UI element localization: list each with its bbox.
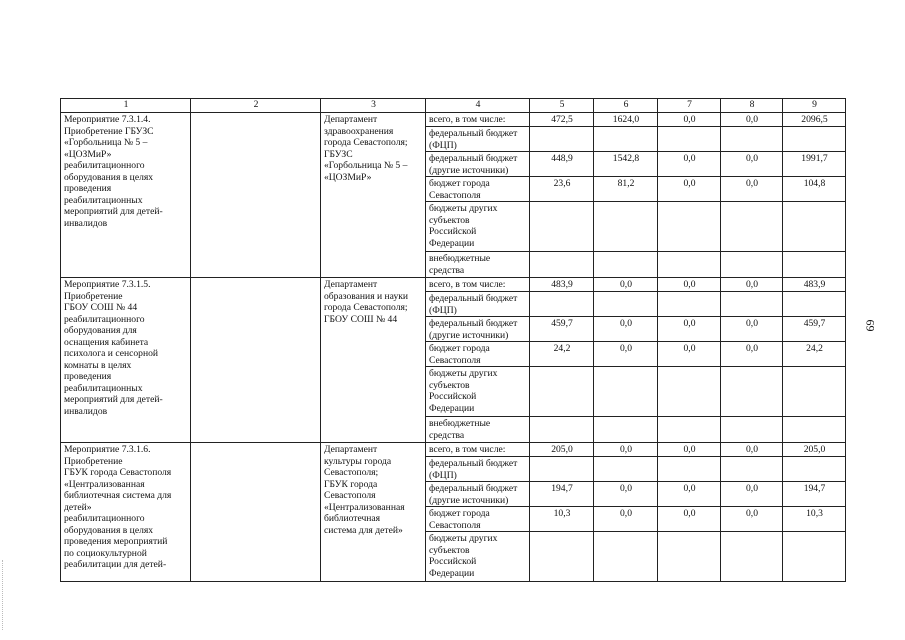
executor-cell-line: города Севастополя; <box>324 302 408 313</box>
funding-source-cell-line: субъектов <box>429 379 470 391</box>
amount-cell <box>530 457 594 482</box>
funding-source-cell-line: внебюджетные <box>429 253 491 264</box>
funding-source-cell-line: (другие источники) <box>429 164 509 176</box>
executor-cell <box>321 278 426 443</box>
amount-cell <box>721 367 783 417</box>
amount-cell <box>721 127 783 152</box>
amount-cell: 0,0 <box>721 482 783 507</box>
amount-cell: 0,0 <box>721 177 783 202</box>
amount-cell: 0,0 <box>658 507 721 532</box>
amount-cell: 0,0 <box>721 317 783 342</box>
amount-cell: 0,0 <box>721 443 783 457</box>
amount-cell: 194,7 <box>783 482 846 507</box>
page-number: 69 <box>863 319 878 332</box>
amount-cell: 2096,5 <box>783 113 846 127</box>
amount-cell <box>658 202 721 252</box>
funding-source-cell <box>426 152 530 177</box>
column-2-cell <box>191 443 321 582</box>
funding-source-cell-line: федеральный бюджет <box>429 458 518 469</box>
budget-table <box>60 98 846 582</box>
executor-cell <box>321 443 426 582</box>
amount-cell <box>783 127 846 152</box>
amount-cell: 0,0 <box>658 152 721 177</box>
amount-cell: 0,0 <box>658 278 721 292</box>
measure-cell <box>61 278 191 443</box>
header-cell: 4 <box>426 99 530 113</box>
measure-cell-line: реабилитационного <box>64 313 145 325</box>
measure-cell-line: по социокультурной <box>64 547 147 559</box>
funding-source-cell <box>426 482 530 507</box>
funding-source-cell-line: федеральный бюджет <box>429 483 518 494</box>
amount-cell: 0,0 <box>721 278 783 292</box>
executor-cell-line: ГБУК города <box>324 478 378 490</box>
amount-cell <box>530 202 594 252</box>
funding-source-cell-line: бюджет города <box>429 178 490 189</box>
funding-source-cell-line: всего, в том числе: <box>429 279 506 290</box>
funding-source-cell <box>426 457 530 482</box>
funding-source-cell <box>426 532 530 582</box>
amount-cell <box>721 457 783 482</box>
executor-cell-line: система для детей» <box>324 524 403 536</box>
table-row <box>61 278 846 292</box>
funding-source-cell-line: Российской <box>429 226 477 237</box>
measure-cell-line: ГБОУ СОШ № 44 <box>64 302 138 313</box>
funding-source-cell-line: Федерации <box>429 567 475 579</box>
amount-cell <box>594 457 658 482</box>
measure-cell-line: проведения <box>64 371 112 382</box>
amount-cell: 0,0 <box>658 443 721 457</box>
measure-cell <box>61 443 191 582</box>
funding-source-cell-line: федеральный бюджет <box>429 153 518 164</box>
funding-source-cell-line: бюджеты других <box>429 203 498 214</box>
measure-cell-line: детей» <box>64 501 92 513</box>
header-cell: 3 <box>321 99 426 113</box>
executor-cell-line: Департамент <box>324 279 378 290</box>
amount-cell: 483,9 <box>783 278 846 292</box>
funding-source-cell-line: всего, в том числе: <box>429 114 506 125</box>
measure-cell-line: оборудования для <box>64 325 137 336</box>
amount-cell <box>594 367 658 417</box>
executor-cell-line: культуры города <box>324 455 392 467</box>
amount-cell <box>594 532 658 582</box>
amount-cell: 10,3 <box>783 507 846 532</box>
funding-source-cell-line: Севастополя <box>429 189 481 201</box>
amount-cell: 81,2 <box>594 177 658 202</box>
amount-cell: 0,0 <box>658 113 721 127</box>
amount-cell <box>721 532 783 582</box>
executor-cell-line: Севастополя; <box>324 467 379 478</box>
amount-cell: 0,0 <box>658 482 721 507</box>
funding-source-cell-line: всего, в том числе: <box>429 444 506 455</box>
funding-source-cell-line: средства <box>429 264 465 276</box>
amount-cell <box>783 202 846 252</box>
funding-source-cell-line: средства <box>429 429 465 441</box>
measure-cell-line: библиотечная система для <box>64 490 172 501</box>
funding-source-cell-line: бюджет города <box>429 343 490 354</box>
measure-cell-line: реабилитационных <box>64 194 143 206</box>
funding-source-cell <box>426 278 530 292</box>
amount-cell <box>594 417 658 443</box>
measure-cell-line: проведения <box>64 183 112 194</box>
funding-source-cell-line: внебюджетные <box>429 418 491 429</box>
funding-source-cell <box>426 202 530 252</box>
executor-cell-line: ГБУЗС <box>324 148 353 160</box>
measure-cell-line: «Централизованная <box>64 478 145 490</box>
amount-cell: 194,7 <box>530 482 594 507</box>
amount-cell <box>658 367 721 417</box>
funding-source-cell-line: федеральный бюджет <box>429 318 518 329</box>
measure-cell-line: оборудования в целях <box>64 171 154 183</box>
table-row <box>61 443 846 457</box>
column-2-cell <box>191 113 321 278</box>
amount-cell: 0,0 <box>594 482 658 507</box>
amount-cell <box>658 532 721 582</box>
funding-source-cell-line: (ФЦП) <box>429 139 457 151</box>
amount-cell <box>783 292 846 317</box>
amount-cell: 1624,0 <box>594 113 658 127</box>
measure-cell-line: «ЦОЗМиР» <box>64 148 112 160</box>
amount-cell <box>721 202 783 252</box>
measure-cell-line: инвалидов <box>64 405 108 417</box>
amount-cell: 24,2 <box>783 342 846 367</box>
funding-source-cell <box>426 507 530 532</box>
funding-source-cell-line: Федерации <box>429 237 475 249</box>
executor-cell-line: ГБОУ СОШ № 44 <box>324 313 398 325</box>
measure-cell-line: проведения мероприятий <box>64 536 168 547</box>
amount-cell <box>783 367 846 417</box>
amount-cell <box>783 532 846 582</box>
amount-cell: 0,0 <box>594 342 658 367</box>
measure-cell-line: мероприятий для детей- <box>64 206 163 217</box>
amount-cell <box>721 417 783 443</box>
funding-source-cell-line: Российской <box>429 556 477 567</box>
funding-source-cell <box>426 367 530 417</box>
header-cell: 6 <box>594 99 658 113</box>
measure-cell-line: Мероприятие 7.3.1.6. <box>64 444 151 455</box>
amount-cell: 205,0 <box>530 443 594 457</box>
table-body <box>61 99 846 582</box>
amount-cell: 23,6 <box>530 177 594 202</box>
measure-cell-line: Приобретение <box>64 455 123 467</box>
funding-source-cell <box>426 443 530 457</box>
amount-cell: 0,0 <box>721 342 783 367</box>
table-row <box>61 113 846 127</box>
funding-source-cell-line: (ФЦП) <box>429 469 457 481</box>
amount-cell: 0,0 <box>594 443 658 457</box>
measure-cell-line: оснащения кабинета <box>64 336 149 348</box>
amount-cell: 472,5 <box>530 113 594 127</box>
amount-cell: 0,0 <box>594 278 658 292</box>
header-cell: 8 <box>721 99 783 113</box>
funding-source-cell <box>426 342 530 367</box>
measure-cell-line: реабилитационного <box>64 513 145 524</box>
funding-source-cell <box>426 417 530 443</box>
measure-cell-line: ГБУК города Севастополя <box>64 467 172 478</box>
amount-cell <box>783 457 846 482</box>
amount-cell <box>594 202 658 252</box>
funding-source-cell <box>426 127 530 152</box>
measure-cell-line: Мероприятие 7.3.1.4. <box>64 114 151 125</box>
funding-source-cell-line: (ФЦП) <box>429 304 457 316</box>
executor-cell <box>321 113 426 278</box>
measure-cell-line: психолога и сенсорной <box>64 348 159 359</box>
scan-artifact <box>2 560 5 630</box>
amount-cell: 0,0 <box>594 317 658 342</box>
amount-cell <box>530 252 594 278</box>
amount-cell: 0,0 <box>658 317 721 342</box>
header-cell: 2 <box>191 99 321 113</box>
measure-cell-line: инвалидов <box>64 217 108 229</box>
funding-source-cell-line: (другие источники) <box>429 494 509 506</box>
amount-cell: 0,0 <box>721 152 783 177</box>
column-2-cell <box>191 278 321 443</box>
amount-cell: 1542,8 <box>594 152 658 177</box>
amount-cell <box>721 292 783 317</box>
amount-cell: 0,0 <box>658 342 721 367</box>
header-cell: 9 <box>783 99 846 113</box>
measure-cell-line: оборудования в целях <box>64 524 154 536</box>
funding-source-cell <box>426 292 530 317</box>
amount-cell: 10,3 <box>530 507 594 532</box>
amount-cell: 448,9 <box>530 152 594 177</box>
measure-cell-line: реабилитационного <box>64 160 145 171</box>
amount-cell <box>530 367 594 417</box>
measure-cell <box>61 113 191 278</box>
funding-source-cell-line: бюджеты других <box>429 533 498 544</box>
amount-cell: 0,0 <box>658 177 721 202</box>
measure-cell-line: комнаты в целях <box>64 359 132 371</box>
amount-cell: 205,0 <box>783 443 846 457</box>
executor-cell-line: города Севастополя; <box>324 137 408 148</box>
amount-cell: 483,9 <box>530 278 594 292</box>
amount-cell <box>594 292 658 317</box>
amount-cell <box>530 292 594 317</box>
executor-cell-line: «Централизованная <box>324 501 405 513</box>
amount-cell: 459,7 <box>530 317 594 342</box>
amount-cell: 0,0 <box>594 507 658 532</box>
measure-cell-line: «Горбольница № 5 – <box>64 137 148 148</box>
amount-cell <box>530 532 594 582</box>
amount-cell <box>783 252 846 278</box>
amount-cell <box>530 127 594 152</box>
amount-cell <box>658 127 721 152</box>
header-cell: 7 <box>658 99 721 113</box>
amount-cell <box>658 292 721 317</box>
measure-cell-line: Приобретение <box>64 290 123 302</box>
amount-cell: 24,2 <box>530 342 594 367</box>
amount-cell <box>658 252 721 278</box>
amount-cell: 0,0 <box>721 507 783 532</box>
funding-source-cell-line: Севастополя <box>429 519 481 531</box>
amount-cell <box>530 417 594 443</box>
executor-cell-line: образования и науки <box>324 290 409 302</box>
funding-source-cell-line: федеральный бюджет <box>429 128 518 139</box>
header-cell: 1 <box>61 99 191 113</box>
funding-source-cell-line: (другие источники) <box>429 329 509 341</box>
amount-cell: 1991,7 <box>783 152 846 177</box>
executor-cell-line: «Горбольница № 5 – <box>324 160 408 171</box>
funding-source-cell <box>426 177 530 202</box>
funding-source-cell-line: бюджет города <box>429 508 490 519</box>
header-cell: 5 <box>530 99 594 113</box>
amount-cell: 0,0 <box>721 113 783 127</box>
executor-cell-line: здравоохранения <box>324 125 394 137</box>
measure-cell-line: реабилитационных <box>64 382 143 394</box>
measure-cell-line: мероприятий для детей- <box>64 394 163 405</box>
amount-cell: 104,8 <box>783 177 846 202</box>
funding-source-cell-line: Российской <box>429 391 477 402</box>
measure-cell-line: Мероприятие 7.3.1.5. <box>64 279 151 290</box>
amount-cell <box>658 457 721 482</box>
amount-cell <box>783 417 846 443</box>
amount-cell: 459,7 <box>783 317 846 342</box>
measure-cell-line: Приобретение ГБУЗС <box>64 125 154 137</box>
funding-source-cell-line: Севастополя <box>429 354 481 366</box>
measure-cell-line: реабилитации для детей- <box>64 559 167 570</box>
amount-cell <box>721 252 783 278</box>
funding-source-cell-line: бюджеты других <box>429 368 498 379</box>
executor-cell-line: «ЦОЗМиР» <box>324 171 372 183</box>
amount-cell <box>594 252 658 278</box>
executor-cell-line: Департамент <box>324 444 378 455</box>
funding-source-cell-line: субъектов <box>429 214 470 226</box>
executor-cell-line: Севастополя <box>324 490 376 501</box>
header-row <box>61 99 846 113</box>
funding-source-cell <box>426 252 530 278</box>
executor-cell-line: Департамент <box>324 114 378 125</box>
executor-cell-line: библиотечная <box>324 513 381 524</box>
amount-cell <box>594 127 658 152</box>
funding-source-cell <box>426 113 530 127</box>
funding-source-cell-line: Федерации <box>429 402 475 414</box>
funding-source-cell-line: федеральный бюджет <box>429 293 518 304</box>
amount-cell <box>658 417 721 443</box>
funding-source-cell-line: субъектов <box>429 544 470 556</box>
funding-source-cell <box>426 317 530 342</box>
